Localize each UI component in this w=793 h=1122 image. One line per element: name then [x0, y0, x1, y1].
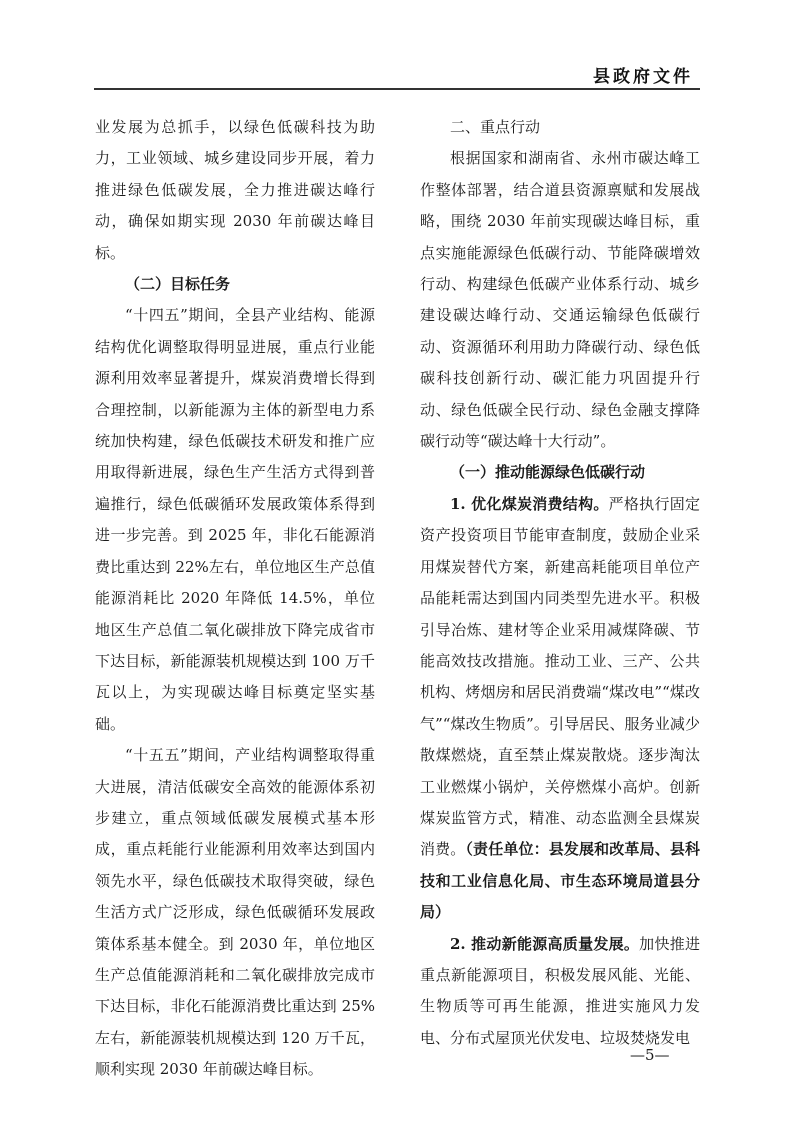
- paragraph-15th-five-year: “十五五”期间，产业结构调整取得重大进展，清洁低碳安全高效的能源体系初步建立，重点领域低碳发展模式基本形成，重点耗能行业能源利用效率达到国内领先水平，绿色低碳技术取得突破，绿色生活方式广泛形成，绿色低碳循环发展政策体系基本健全。到 2030 年，单位地区生产总值能源消耗和二氧化碳排放完成市下达目标，非化石能源消费比重达到 25%左右，新能源装机规模达到 120 万千瓦，顺利实现 2030 年前碳达峰目标。: [95, 746, 375, 1079]
- section-heading-targets: （二）目标任务: [125, 275, 231, 294]
- paragraph-new-energy: [420, 929, 700, 1055]
- right-column: [420, 112, 700, 1054]
- paragraph-overview: 根据国家和湖南省、永州市碳达峰工作整体部署，结合道县资源禀赋和发展战略，围绕 2030 年前实现碳达峰目标，重点实施能源绿色低碳行动、节能降碳增效行动、构建绿色低碳产业体系行动、城乡建设碳达峰行动、交通运输绿色低碳行动、资源循环利用助力降碳行动、绿色低碳科技创新行动、碳汇能力巩固提升行动、绿色低碳全民行动、绿色金融支撑降碳行动等“碳达峰十大行动”。: [420, 149, 700, 451]
- paragraph-coal-structure: [420, 489, 700, 929]
- coal-body: 严格执行固定资产投资项目节能审查制度，鼓励企业采用煤炭替代方案，新建高耗能项目单位产品能耗需达到国内同类型先进水平。积极引导冶炼、建材等企业采用减煤降碳、节能高效技改措施。推动工业、三产、公共机构、烤烟房和居民消费端“煤改电”“煤改气”“煤改生物质”。引导居民、服务业减少散煤燃烧，直至禁止煤炭散烧。逐步淘汰工业燃煤小锅炉，关停燃煤小高炉。创新煤炭监管方式，精准、动态监测全县煤炭消费。: [420, 494, 700, 859]
- new-energy-body: 加快推进重点新能源项目，积极发展风能、光能、生物质等可再生能源，推进实施风力发电、分布式屋顶光伏发电、垃圾焚烧发电: [420, 934, 700, 1047]
- coal-responsibility: （责任单位：县发展和改革局、县科技和工业信息化局、市生态环境局道县分局）: [420, 840, 700, 922]
- page-number: —5—: [630, 1046, 670, 1064]
- document-header-label: 县政府文件: [593, 67, 693, 87]
- section-heading-energy-action: （一）推动能源绿色低碳行动: [450, 463, 646, 482]
- section-heading-key-actions: 二、重点行动: [450, 118, 541, 136]
- subheading-new-energy: 2. 推动新能源高质量发展。: [450, 934, 640, 953]
- header-rule: [94, 88, 700, 90]
- left-column: [95, 112, 375, 1086]
- subheading-coal: 1. 优化煤炭消费结构。: [450, 494, 609, 513]
- paragraph-continuation: 业发展为总抓手，以绿色低碳科技为助力，工业领域、城乡建设同步开展，着力推进绿色低碳发展，全力推进碳达峰行动，确保如期实现 2030 年前碳达峰目标。: [95, 118, 375, 262]
- paragraph-14th-five-year: “十四五”期间，全县产业结构、能源结构优化调整取得明显进展，重点行业能源利用效率显著提升，煤炭消费增长得到合理控制，以新能源为主体的新型电力系统加快构建，绿色低碳技术研发和推广应用取得新进展，绿色生产生活方式得到普遍推行，绿色低碳循环发展政策体系得到进一步完善。到 2025 年，非化石能源消费比重达到 22%左右，单位地区生产总值能源消耗比 2020 年降低 14.5%，单位地区生产总值二氧化碳排放下降完成省市下达目标，新能源装机规模达到 100 万千瓦以上，为实现碳达峰目标奠定坚实基础。: [95, 306, 375, 733]
